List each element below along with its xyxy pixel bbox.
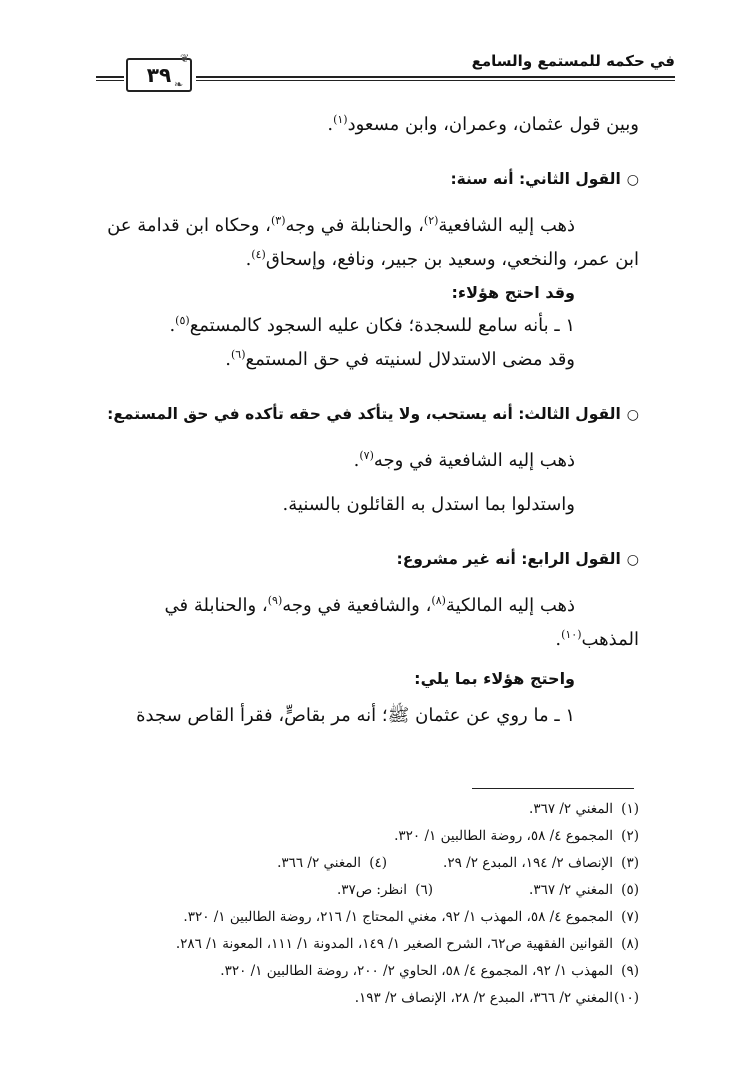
circle-bullet-icon: ○ bbox=[626, 172, 639, 188]
opinion2-line2: ابن عمر، والنخعي، وسعيد بن جبير، ونافع، وإسحاق$^{(٤)}$. bbox=[245, 248, 639, 270]
intro-line: وبين قول عثمان، وعمران، وابن مسعود$^{(١)}$. bbox=[327, 113, 639, 135]
footnote-ref[interactable]: (٦) bbox=[230, 348, 246, 361]
opinion4-line2: المذهب$^{(١٠)}$. bbox=[555, 628, 639, 650]
opinion-heading: ○القول الرابع: أنه غير مشروع: bbox=[396, 550, 639, 568]
footnote-ref[interactable]: (٥) bbox=[175, 314, 190, 327]
arguments-heading: واحتج هؤلاء بما يلي: bbox=[414, 669, 575, 688]
footnote-item: (١)المغني ٢/ ٣٦٧. bbox=[529, 801, 639, 817]
footnote-item: (١٠)المغني ٢/ ٣٦٦، المبدع ٢/ ٢٨، الإنصاف ٢/ ١٩٣. bbox=[354, 990, 639, 1006]
argument-1: ١ ـ ما روي عن عثمان ﷺ؛ أنه مر بقاصٍّ، فقرأ القاص سجدة bbox=[136, 705, 575, 726]
footnote-item: (٣)الإنصاف ٢/ ١٩٤، المبدع ٢/ ٢٩.(٤)المغني ٢/ ٣٦٦. bbox=[277, 855, 639, 871]
footnote-item: (٨)القوانين الفقهية ص٦٢، الشرح الصغير ١/ ١٤٩، المدونة ١/ ١١١، المعونة ١/ ٢٨٦. bbox=[175, 936, 639, 952]
circle-bullet-icon: ○ bbox=[626, 407, 639, 423]
argument-note: وقد مضى الاستدلال لسنيته في حق المستمع$^{(٦)}$. bbox=[225, 348, 575, 370]
footnote-ref[interactable]: (٨) bbox=[431, 594, 446, 607]
footnote-separator bbox=[472, 788, 634, 789]
footnotes bbox=[90, 796, 639, 1012]
header-rule bbox=[196, 76, 675, 81]
footnote-item: (٢)المجموع ٤/ ٥٨، روضة الطالبين ١/ ٣٢٠. bbox=[394, 828, 639, 844]
corner-ornament-icon: ❦ bbox=[180, 52, 190, 65]
header-rule-left bbox=[96, 76, 124, 81]
opinion2-line1: ذهب إليه الشافعية$^{(٢)}$، والحنابلة في وجه$^{(٣)}$، وحكاه ابن قدامة عن bbox=[107, 214, 575, 236]
footnote-ref[interactable]: (٤) bbox=[251, 248, 266, 261]
footnote-item: (٥)المغني ٢/ ٣٦٧.(٦)انظر: ص٣٧. bbox=[337, 882, 639, 898]
footnote-ref[interactable]: (٣) bbox=[270, 214, 286, 227]
argument-1: ١ ـ بأنه سامع للسجدة؛ فكان عليه السجود كالمستمع$^{(٥)}$. bbox=[169, 314, 575, 336]
page-number: ٣٩ bbox=[146, 63, 172, 87]
arguments-heading: وقد احتج هؤلاء: bbox=[451, 283, 575, 302]
running-title: في حكمه للمستمع والسامع bbox=[471, 52, 675, 70]
opinion3-line1: ذهب إليه الشافعية في وجه$^{(٧)}$. bbox=[353, 449, 575, 471]
honorific-glyph: ﷺ bbox=[387, 705, 410, 726]
footnote-item: (٩)المهذب ١/ ٩٢، المجموع ٤/ ٥٨، الحاوي ٢/ ٢٠٠، روضة الطالبين ١/ ٣٢٠. bbox=[220, 963, 639, 979]
main-text bbox=[102, 108, 639, 733]
opinion4-line1: ذهب إليه المالكية$^{(٨)}$، والشافعية في وجه$^{(٩)}$، والحنابلة في bbox=[164, 594, 575, 616]
opinion3-line2: واستدلوا بما استدل به القائلون بالسنية. bbox=[282, 494, 575, 515]
opinion-heading: ○القول الثاني: أنه سنة: bbox=[450, 170, 639, 188]
footnote-ref[interactable]: (٧) bbox=[359, 449, 374, 462]
footnote-ref[interactable]: (٩) bbox=[267, 594, 283, 607]
footnote-ref[interactable]: (١) bbox=[333, 113, 348, 126]
circle-bullet-icon: ○ bbox=[626, 552, 639, 568]
opinion-heading: ○القول الثالث: أنه يستحب، ولا يتأكد في حقه تأكده في حق المستمع: bbox=[107, 405, 639, 423]
footnote-ref[interactable]: (٢) bbox=[423, 214, 439, 227]
footnote-ref[interactable]: (١٠) bbox=[561, 628, 582, 641]
running-header bbox=[96, 46, 675, 92]
corner-ornament-icon: ❧ bbox=[174, 78, 184, 91]
footnote-item: (٧)المجموع ٤/ ٥٨، المهذب ١/ ٩٢، مغني المحتاج ١/ ٢١٦، روضة الطالبين ١/ ٣٢٠. bbox=[183, 909, 639, 925]
